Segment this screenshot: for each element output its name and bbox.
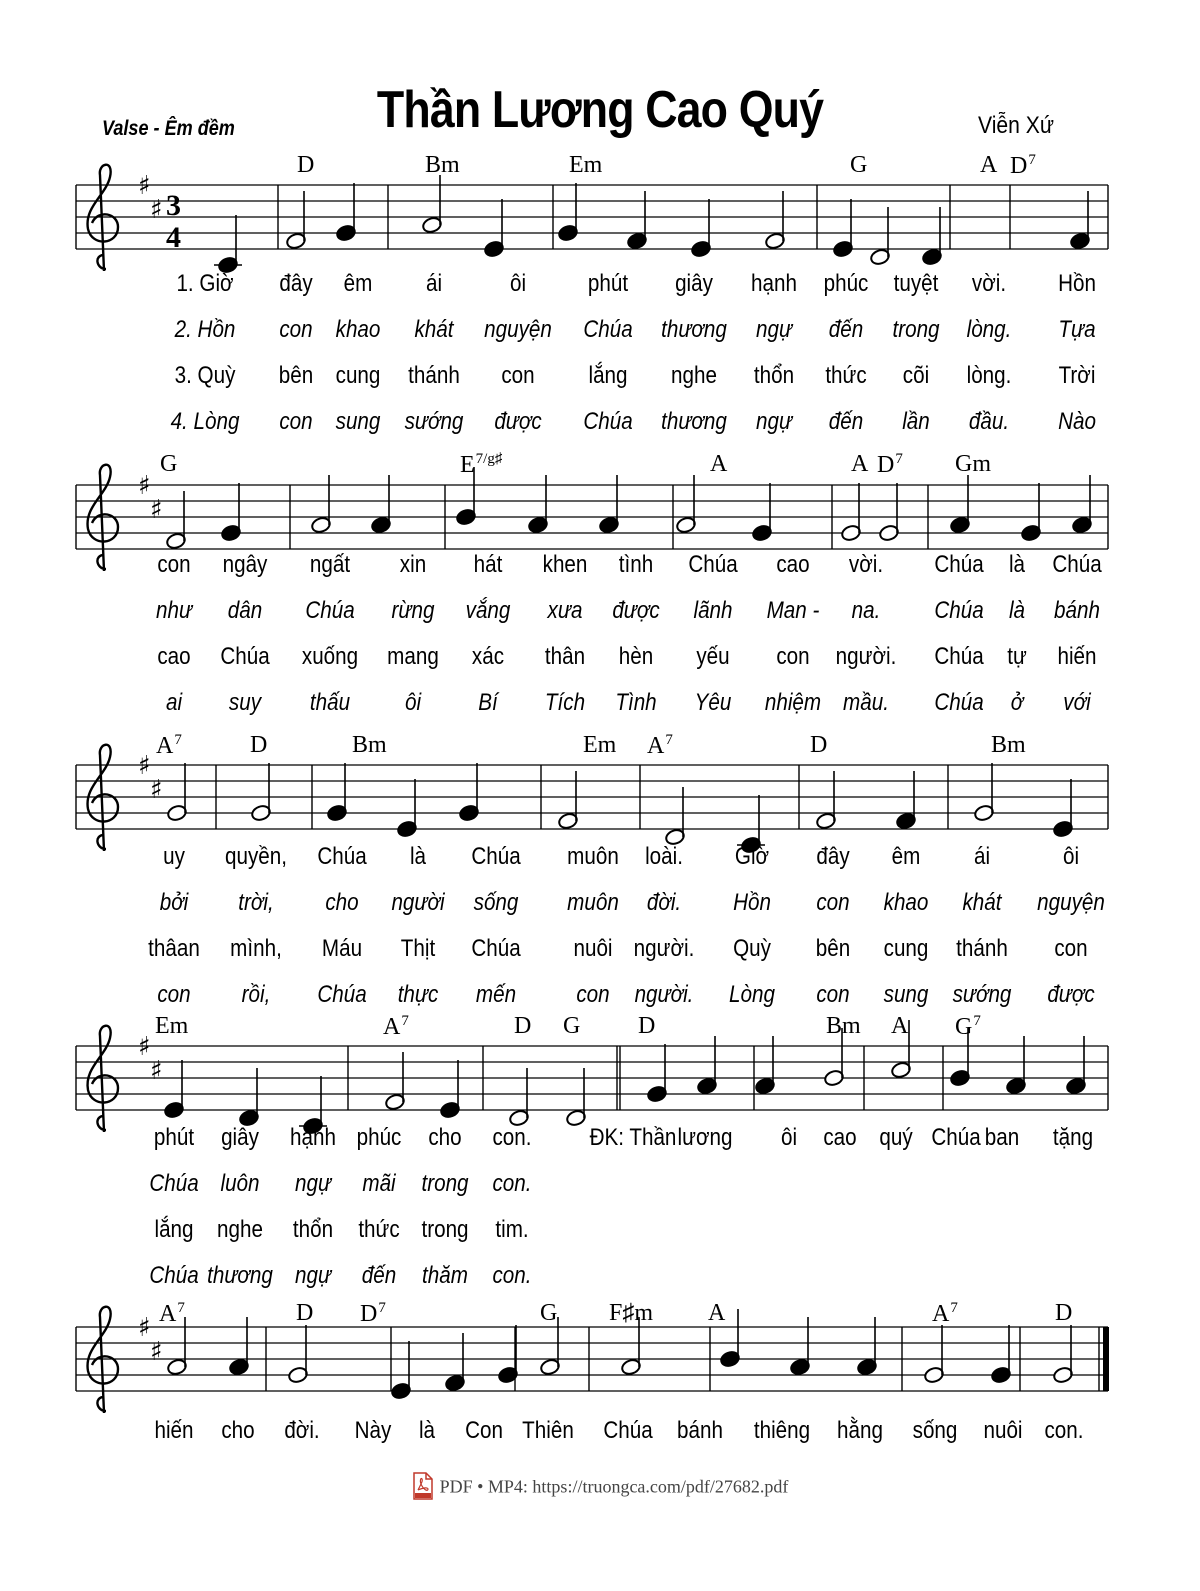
lyric-syllable: phúc — [823, 270, 869, 297]
lyric-syllable: đến — [828, 316, 864, 343]
chord-extension: 7 — [177, 1300, 185, 1316]
chord-root: D — [877, 452, 895, 478]
lyric-syllable: êm — [343, 270, 373, 297]
chord-root: A — [932, 1301, 950, 1327]
lyric-syllable: thân — [544, 643, 586, 670]
composer: Viễn Xứ — [978, 112, 1054, 139]
lyric-syllable: mình, — [230, 935, 282, 962]
chord-root: Em — [155, 1013, 189, 1039]
lyric-syllable: thức — [358, 1216, 400, 1243]
lyric-syllable: sung — [335, 408, 381, 435]
time-signature-top: 3 — [166, 189, 181, 222]
chord-root: Bm — [826, 1013, 861, 1039]
chord-root: A — [980, 152, 998, 178]
chord-extension: 7 — [895, 451, 903, 467]
lyric-syllable: con. — [492, 1124, 532, 1151]
lyric-syllable: lắng — [154, 1216, 194, 1243]
lyric-syllable: hèn — [618, 643, 654, 670]
lyric-syllable: nhiệm — [764, 689, 822, 716]
lyric-syllable: cho — [325, 889, 359, 916]
lyric-syllable: phút — [153, 1124, 195, 1151]
lyric-syllable: người — [391, 889, 445, 916]
lyric-syllable: con — [279, 316, 313, 343]
lyric-syllable: nuôi — [573, 935, 613, 962]
lyric-syllable: đời. — [646, 889, 682, 916]
lyric-syllable: cao — [776, 551, 810, 578]
sharp-icon: ♯ — [138, 1313, 151, 1343]
lyric-syllable: trong — [421, 1170, 469, 1197]
lyric-syllable: khen — [542, 551, 588, 578]
chord-root: D — [514, 1013, 532, 1039]
lyric-syllable: trong — [421, 1216, 469, 1243]
lyric-syllable: như — [155, 597, 193, 624]
lyric-syllable: là — [1008, 551, 1026, 578]
lyric-syllable: đời. — [284, 1417, 320, 1444]
lyric-syllable: khát — [414, 316, 454, 343]
lyric-syllable: thăm — [422, 1262, 468, 1289]
lyric-syllable: thánh — [956, 935, 1008, 962]
lyric-syllable: nguyện — [484, 316, 552, 343]
lyric-syllable: thức — [825, 362, 867, 389]
lyric-syllable: dân — [227, 597, 263, 624]
lyric-syllable: mang — [387, 643, 439, 670]
lyric-syllable: êm — [891, 843, 921, 870]
lyric-syllable: tim. — [495, 1216, 529, 1243]
chord-root: G — [540, 1300, 558, 1326]
lyric-syllable: Chúa — [305, 597, 355, 624]
lyric-syllable: 2. Hồn — [174, 316, 236, 343]
lyric-syllable: con. — [1044, 1417, 1084, 1444]
lyric-syllable: lòng. — [966, 362, 1012, 389]
lyric-syllable: yếu — [696, 643, 730, 670]
sharp-icon: ♯ — [150, 1056, 163, 1086]
sharp-icon: ♯ — [138, 751, 151, 781]
lyric-syllable: phúc — [356, 1124, 402, 1151]
lyric-syllable: được — [1047, 981, 1095, 1008]
lyric-syllable: Chúa — [934, 689, 984, 716]
lyric-syllable: na. — [851, 597, 881, 624]
chord-extension: 7 — [174, 732, 182, 748]
chord-root: A — [383, 1014, 401, 1040]
lyric-syllable: suy — [228, 689, 262, 716]
lyric-syllable: ái — [425, 270, 443, 297]
chord-root: G — [850, 152, 868, 178]
lyric-syllable: đầu. — [968, 408, 1010, 435]
sharp-icon: ♯ — [150, 775, 163, 805]
lyric-syllable: cung — [335, 362, 381, 389]
lyric-syllable: luôn — [220, 1170, 260, 1197]
lyric-syllable: Giờ — [734, 843, 770, 870]
lyric-syllable: Chúa — [149, 1170, 199, 1197]
lyric-syllable: lắng — [588, 362, 628, 389]
lyric-syllable: Này — [354, 1417, 392, 1444]
lyric-syllable: giây — [221, 1124, 259, 1151]
lyric-syllable: cao — [157, 643, 191, 670]
lyric-syllable: con — [776, 643, 810, 670]
lyric-syllable: là — [1008, 597, 1026, 624]
lyric-syllable: Man - — [766, 597, 820, 624]
lyric-syllable: con — [279, 408, 313, 435]
lyric-syllable: ngự — [755, 316, 793, 343]
lyric-syllable: sướng — [952, 981, 1012, 1008]
lyric-syllable: Chúa — [934, 643, 984, 670]
lyric-syllable: là — [418, 1417, 436, 1444]
lyric-syllable: hạnh — [751, 270, 797, 297]
lyric-syllable: 1. Giờ — [176, 270, 234, 297]
lyric-syllable: hạnh — [290, 1124, 336, 1151]
lyric-syllable: ngự — [294, 1262, 332, 1289]
lyric-syllable: Chúa — [149, 1262, 199, 1289]
lyric-syllable: ôi — [509, 270, 527, 297]
lyric-syllable: được — [612, 597, 660, 624]
lyric-syllable: thương — [207, 1262, 273, 1289]
lyric-syllable: ôi — [404, 689, 422, 716]
lyric-syllable: cao — [823, 1124, 857, 1151]
lyric-syllable: thiêng — [753, 1417, 811, 1444]
sharp-icon: ♯ — [138, 471, 151, 501]
lyric-syllable: ngự — [294, 1170, 332, 1197]
lyric-syllable: muôn — [567, 843, 619, 870]
lyric-syllable: mãi — [362, 1170, 396, 1197]
lyric-syllable: bên — [278, 362, 314, 389]
lyric-syllable: Thiên — [522, 1417, 574, 1444]
sharp-icon: ♯ — [150, 1337, 163, 1367]
lyric-syllable: ban — [984, 1124, 1020, 1151]
lyric-syllable: xuống — [301, 643, 359, 670]
chord-root: D — [250, 732, 268, 758]
chord-root: D — [1010, 153, 1028, 179]
lyric-syllable: hiến — [1057, 643, 1097, 670]
lyric-syllable: Chúa — [934, 551, 984, 578]
chord-root: A — [156, 733, 174, 759]
lyric-syllable: khát — [962, 889, 1002, 916]
tempo-marking: Valse - Êm đềm — [102, 117, 235, 140]
chord-root: Bm — [352, 732, 387, 758]
chord-extension: 7/g♯ — [475, 451, 503, 467]
lyric-syllable: Bí — [478, 689, 498, 716]
lyric-syllable: cho — [221, 1417, 255, 1444]
lyric-syllable: thổn — [292, 1216, 334, 1243]
lyric-syllable: Tựa — [1058, 316, 1096, 343]
lyric-syllable: vắng — [465, 597, 511, 624]
chord-root: G — [563, 1013, 581, 1039]
chord-root: Gm — [955, 451, 991, 477]
lyric-syllable: Chúa — [317, 843, 367, 870]
chord-root: F♯m — [609, 1300, 654, 1326]
lyric-syllable: ngự — [755, 408, 793, 435]
lyric-syllable: 3. Quỳ — [174, 362, 236, 389]
lyric-syllable: con — [157, 551, 191, 578]
lyric-syllable: ĐK: Thần — [589, 1124, 677, 1151]
sharp-icon: ♯ — [150, 195, 163, 225]
lyric-syllable: Chúa — [1052, 551, 1102, 578]
lyric-syllable: muôn — [567, 889, 619, 916]
lyric-syllable: ôi — [1062, 843, 1080, 870]
lyric-syllable: Quỳ — [733, 935, 771, 962]
sharp-icon: ♯ — [150, 495, 163, 525]
lyric-syllable: xác — [471, 643, 505, 670]
footer-link[interactable] — [0, 1472, 1200, 1505]
lyric-syllable: trong — [892, 316, 940, 343]
lyric-syllable: rừng — [391, 597, 435, 624]
lyric-syllable: tặng — [1052, 1124, 1094, 1151]
lyric-syllable: con — [157, 981, 191, 1008]
lyric-syllable: Nào — [1058, 408, 1096, 435]
lyric-syllable: tự — [1007, 643, 1027, 670]
lyric-syllable: bánh — [1054, 597, 1100, 624]
lyric-syllable: ngất — [309, 551, 351, 578]
lyric-syllable: thấu — [309, 689, 351, 716]
lyric-syllable: con — [816, 981, 850, 1008]
lyric-syllable: nuôi — [983, 1417, 1023, 1444]
lyric-syllable: thánh — [408, 362, 460, 389]
chord-root: D — [638, 1013, 656, 1039]
lyric-syllable: Chúa — [471, 843, 521, 870]
chord-root: Em — [583, 732, 617, 758]
lyric-syllable: người. — [633, 935, 695, 962]
chord-root: A — [851, 451, 869, 477]
lyric-syllable: đây — [816, 843, 850, 870]
lyric-syllable: cho — [428, 1124, 462, 1151]
lyric-syllable: khao — [335, 316, 381, 343]
lyric-syllable: Chúa — [317, 981, 367, 1008]
footer-text: PDF • MP4: https://truongca.com/pdf/27682.pdf — [439, 1476, 789, 1497]
lyric-syllable: phút — [587, 270, 629, 297]
lyric-syllable: Trời — [1058, 362, 1096, 389]
lyric-syllable: trời, — [238, 889, 274, 916]
lyric-syllable: Chúa — [583, 316, 633, 343]
lyric-syllable: bởi — [159, 889, 189, 916]
lyric-syllable: ôi — [780, 1124, 798, 1151]
song-title: Thần Lương Cao Quý — [376, 81, 824, 139]
lyric-syllable: Thịt — [400, 935, 436, 962]
lyric-syllable: Tích — [544, 689, 586, 716]
lyric-syllable: Hồn — [1058, 270, 1096, 297]
lyric-syllable: vời. — [848, 551, 884, 578]
lyric-syllable: thổn — [753, 362, 795, 389]
chord-extension: 7 — [950, 1300, 958, 1316]
lyric-syllable: nguyện — [1037, 889, 1105, 916]
lyric-syllable: cung — [883, 935, 929, 962]
chord-root: A — [710, 451, 728, 477]
lyric-syllable: ái — [973, 843, 991, 870]
chord-root: D — [296, 1300, 314, 1326]
lyric-syllable: thương — [661, 408, 727, 435]
lyric-syllable: là — [409, 843, 427, 870]
lyric-syllable: lương — [677, 1124, 733, 1151]
time-signature-bottom: 4 — [166, 221, 181, 254]
lyric-syllable: được — [494, 408, 542, 435]
chord-root: Bm — [991, 732, 1026, 758]
chord-root: E — [460, 452, 475, 478]
lyric-syllable: người. — [835, 643, 897, 670]
lyric-syllable: Chúa — [688, 551, 738, 578]
lyric-syllable: sung — [883, 981, 929, 1008]
lyric-syllable: người. — [634, 981, 694, 1008]
lyric-syllable: đến — [361, 1262, 397, 1289]
chord-extension: 7 — [973, 1013, 981, 1029]
chord-root: G — [955, 1014, 973, 1040]
chord-root: G — [160, 451, 178, 477]
lyric-syllable: xưa — [547, 597, 583, 624]
lyric-syllable: quý — [879, 1124, 913, 1151]
lyric-syllable: nghe — [217, 1216, 263, 1243]
lyric-syllable: con — [501, 362, 535, 389]
chord-root: Bm — [425, 152, 460, 178]
lyric-syllable: rồi, — [241, 981, 271, 1008]
lyric-syllable: nghe — [671, 362, 717, 389]
lyric-syllable: lãnh — [693, 597, 733, 624]
lyric-syllable: đây — [279, 270, 313, 297]
chord-root: A — [708, 1300, 726, 1326]
lyric-syllable: Chúa — [220, 643, 270, 670]
lyric-syllable: hát — [473, 551, 503, 578]
lyric-syllable: lòng. — [966, 316, 1012, 343]
lyric-syllable: lần — [902, 408, 930, 435]
lyric-syllable: Máu — [321, 935, 363, 962]
lyric-syllable: đến — [828, 408, 864, 435]
lyric-syllable: tuyệt — [893, 270, 939, 297]
lyric-syllable: Chúa — [471, 935, 521, 962]
lyric-syllable: ai — [165, 689, 183, 716]
chord-root: D — [1055, 1300, 1073, 1326]
sharp-icon: ♯ — [138, 1032, 151, 1062]
chord-extension: 7 — [401, 1013, 409, 1029]
lyric-syllable: mến — [475, 981, 517, 1008]
lyric-syllable: thực — [397, 981, 439, 1008]
lyric-syllable: ngây — [222, 551, 268, 578]
lyric-syllable: với — [1063, 689, 1091, 716]
lyric-syllable: thâan — [148, 935, 200, 962]
lyric-syllable: bánh — [677, 1417, 723, 1444]
lyric-syllable: con — [816, 889, 850, 916]
chord-root: D — [810, 732, 828, 758]
lyric-syllable: Chúa — [934, 597, 984, 624]
lyric-syllable: Hồn — [733, 889, 771, 916]
lyric-syllable: con — [1054, 935, 1088, 962]
lyric-syllable: cõi — [902, 362, 930, 389]
chord-root: D — [297, 152, 315, 178]
lyric-syllable: uy — [163, 843, 185, 870]
lyric-syllable: quyền, — [225, 843, 287, 870]
lyric-syllable: con — [576, 981, 610, 1008]
lyric-syllable: bên — [815, 935, 851, 962]
lyric-syllable: hằng — [837, 1417, 883, 1444]
lyric-syllable: Chúa — [931, 1124, 981, 1151]
sharp-icon: ♯ — [138, 171, 151, 201]
lyric-syllable: Chúa — [583, 408, 633, 435]
lyric-syllable: Chúa — [603, 1417, 653, 1444]
lyric-syllable: con. — [492, 1170, 532, 1197]
chord-root: A — [891, 1013, 909, 1039]
lyric-syllable: khao — [883, 889, 929, 916]
lyric-syllable: mầu. — [843, 689, 889, 716]
lyric-syllable: Lòng — [729, 981, 775, 1008]
lyric-syllable: xin — [399, 551, 427, 578]
lyric-syllable: vời. — [971, 270, 1007, 297]
lyric-syllable: sống — [473, 889, 519, 916]
pdf-icon — [412, 1472, 434, 1505]
lyric-syllable: ở — [1010, 689, 1024, 716]
chord-root: A — [647, 733, 665, 759]
chord-extension: 7 — [378, 1300, 386, 1316]
chord-extension: 7 — [665, 732, 673, 748]
lyric-syllable: sống — [912, 1417, 958, 1444]
chord-root: Em — [569, 152, 603, 178]
lyric-syllable: 4. Lòng — [170, 408, 240, 435]
chord-root: A — [159, 1301, 177, 1327]
lyric-syllable: sướng — [404, 408, 464, 435]
lyric-syllable: giây — [675, 270, 713, 297]
lyric-syllable: con. — [492, 1262, 532, 1289]
chord-extension: 7 — [1028, 152, 1036, 168]
lyric-syllable: Tình — [615, 689, 657, 716]
lyric-syllable: Yêu — [694, 689, 732, 716]
lyric-syllable: Con — [465, 1417, 503, 1444]
lyric-syllable: loài. — [645, 843, 683, 870]
chord-root: D — [360, 1301, 378, 1327]
lyric-syllable: hiến — [154, 1417, 194, 1444]
lyric-syllable: thương — [661, 316, 727, 343]
lyric-syllable: tình — [618, 551, 654, 578]
